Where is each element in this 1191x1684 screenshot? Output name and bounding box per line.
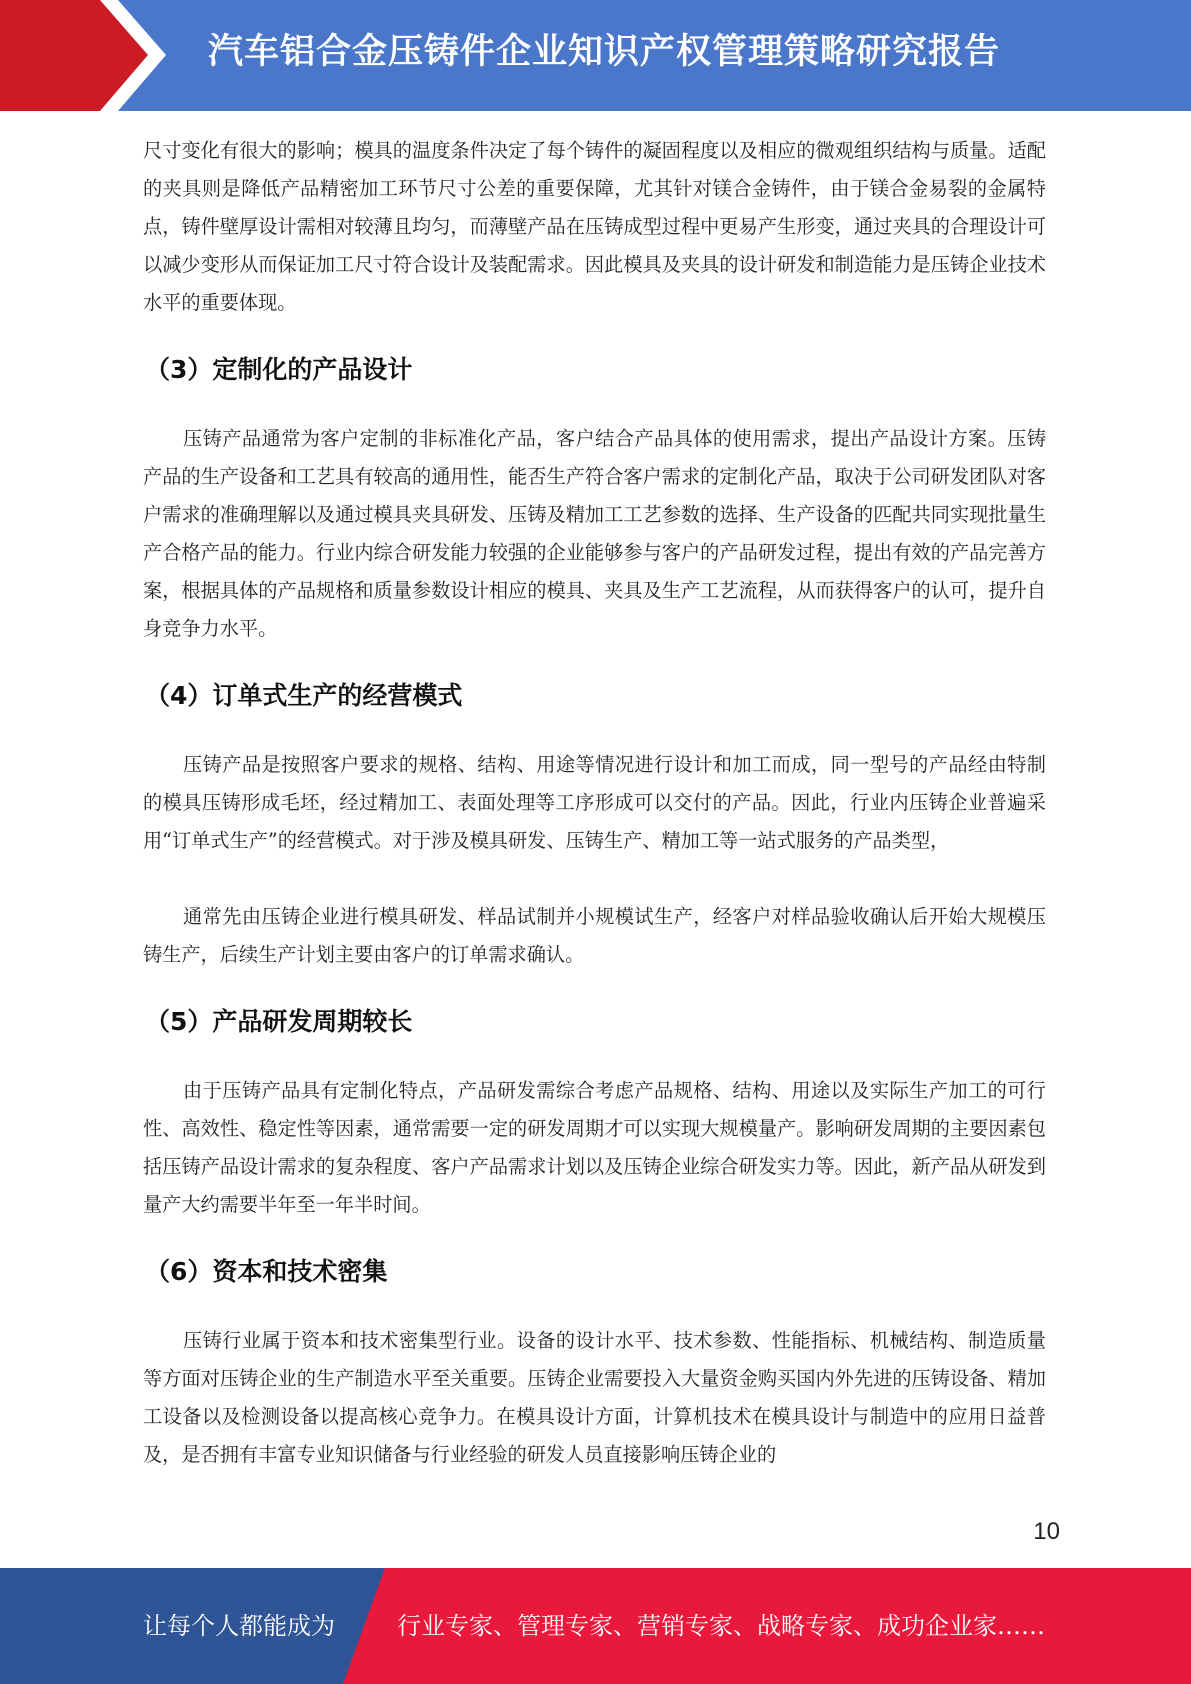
page-header: [0, 0, 1191, 111]
section-heading-4: （4）订单式生产的经营模式: [145, 681, 463, 710]
section-heading-6: （6）资本和技术密集: [145, 1257, 388, 1286]
paragraph-rd-cycle: 由于压铸产品具有定制化特点，产品研发需综合考虑产品规格、结构、用途以及实际生产加工的可行性、高效性、稳定性等因素，通常需要一定的研发周期才可以实现大规模量产。影响研发周期的主要因素包括压铸产品设计需求的复杂程度、客户产品需求计划以及压铸企业综合研发实力等。因此，新产品从研发到量产大约需要半年至一年半时间。: [143, 1079, 1046, 1216]
document-body: [143, 132, 1046, 1474]
section-heading-3: （3）定制化的产品设计: [145, 355, 413, 384]
paragraph-trial-production: 通常先由压铸企业进行模具研发、样品试制并小规模试生产，经客户对样品验收确认后开始大规模压铸生产，后续生产计划主要由客户的订单需求确认。: [143, 905, 1046, 966]
paragraph-continued: 尺寸变化有很大的影响；模具的温度条件决定了每个铸件的凝固程度以及相应的微观组织结构与质量。适配的夹具则是降低产品精密加工环节尺寸公差的重要保障，尤其针对镁合金铸件，由于镁合金易裂的金属特点，铸件壁厚设计需相对较薄且均匀，而薄壁产品在压铸成型过程中更易产生形变，通过夹具的合理设计可以减少变形从而保证加工尺寸符合设计及装配需求。因此模具及夹具的设计研发和制造能力是压铸企业技术水平的重要体现。: [143, 139, 1046, 314]
paragraph-capital-technology: 压铸行业属于资本和技术密集型行业。设备的设计水平、技术参数、性能指标、机械结构、制造质量等方面对压铸企业的生产制造水平至关重要。压铸企业需要投入大量资金购买国内外先进的压铸设备、精加工设备以及检测设备以提高核心竞争力。在模具设计方面，计算机技术在模具设计与制造中的应用日益普及，是否拥有丰富专业知识储备与行业经验的研发人员直接影响压铸企业的: [143, 1329, 1046, 1466]
paragraph-custom-design: 压铸产品通常为客户定制的非标准化产品，客户结合产品具体的使用需求，提出产品设计方案。压铸产品的生产设备和工艺具有较高的通用性，能否生产符合客户需求的定制化产品，取决于公司研发团队对客户需求的准确理解以及通过模具夹具研发、压铸及精加工工艺参数的选择、生产设备的匹配共同实现批量生产合格产品的能力。行业内综合研发能力较强的企业能够参与客户的产品研发过程，提出有效的产品完善方案，根据具体的产品规格和质量参数设计相应的模具、夹具及生产工艺流程，从而获得客户的认可，提升自身竞争力水平。: [143, 427, 1046, 640]
page-footer: [0, 1568, 1191, 1684]
report-title: 汽车铝合金压铸件企业知识产权管理策略研究报告: [208, 32, 1001, 72]
section-heading-5: （5）产品研发周期较长: [145, 1007, 413, 1036]
footer-slogan-left: 让每个人都能成为: [143, 1612, 335, 1640]
page-number: 10: [1033, 1518, 1060, 1545]
paragraph-order-production: 压铸产品是按照客户要求的规格、结构、用途等情况进行设计和加工而成，同一型号的产品经由特制的模具压铸形成毛坯，经过精加工、表面处理等工序形成可以交付的产品。因此，行业内压铸企业普遍采用“订单式生产”的经营模式。对于涉及模具研发、压铸生产、精加工等一站式服务的产品类型，: [143, 753, 1046, 852]
footer-slogan-right: 行业专家、管理专家、营销专家、战略专家、成功企业家……: [397, 1612, 1045, 1640]
